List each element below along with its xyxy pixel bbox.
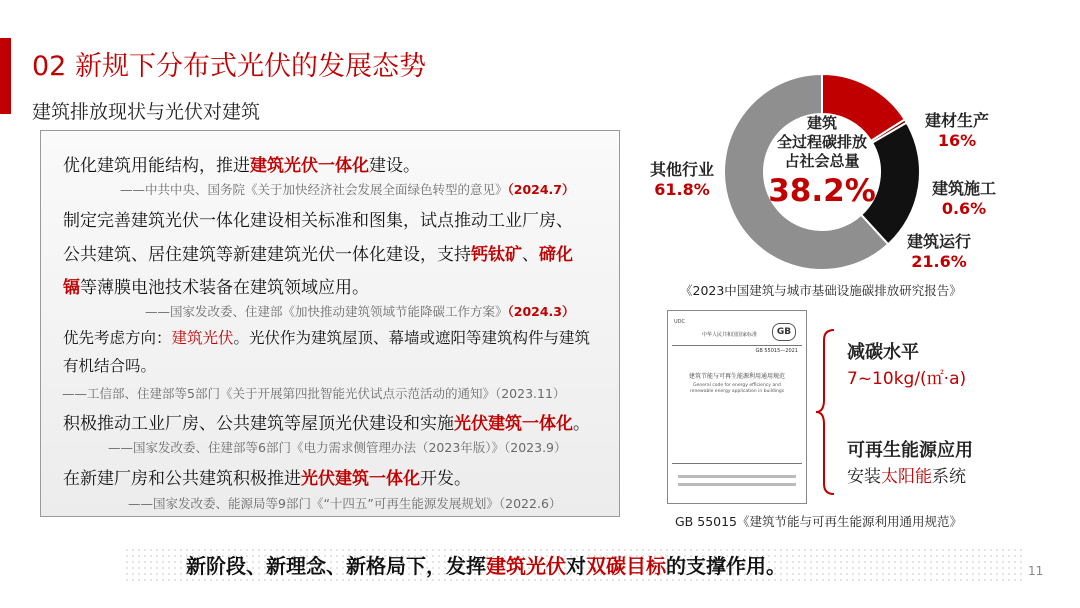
cover-title-en: General code for energy efficiency and renewable energy application in buildings — [689, 383, 785, 394]
policy-line — [63, 464, 471, 489]
page-number: 11 — [1028, 564, 1044, 578]
text-run: 建设。 — [369, 156, 420, 176]
gb-logo: GB — [772, 323, 796, 341]
text-run: 。 — [573, 414, 590, 434]
donut-label-operation: 建筑运行 21.6% — [907, 232, 972, 271]
text-run: 公共建筑、居住建筑等新建建筑光伏一体化建设，支持 — [63, 245, 471, 265]
donut-center-line: 占社会总量 — [784, 152, 860, 170]
text-run: 、 — [522, 245, 539, 265]
standard-caption: GB 55015《建筑节能与可再生能源利用通用规范》 — [675, 514, 963, 529]
donut-center-line: 建筑 — [806, 114, 837, 132]
text-run: 开发。 — [420, 469, 471, 489]
text-run: 优先考虑方向： — [63, 329, 172, 347]
text-run: 碲化 — [539, 245, 573, 265]
text-run: 钙钛矿 — [471, 245, 522, 265]
brace-icon — [814, 328, 838, 496]
policy-line — [63, 354, 156, 376]
text-run: 光伏建筑一体化 — [454, 414, 573, 434]
policy-source: ——中共中央、国务院《关于加快经济社会发展全面绿色转型的意见》（2024.7） — [120, 182, 575, 197]
policy-source: ——工信部、住建部等5部门《关于开展第四批智能光伏试点示范活动的通知》（2023.11） — [62, 386, 566, 401]
donut-label-construction: 建筑施工 0.6% — [932, 179, 997, 218]
donut-label-other: 其他行业 61.8% — [650, 160, 715, 199]
text-run: 的支撑作用。 — [666, 554, 786, 578]
reduction-title: 减碳水平 — [847, 342, 919, 363]
renewable-title: 可再生能源应用 — [847, 440, 973, 461]
section-subtitle: 建筑排放现状与光伏对建筑 — [32, 101, 261, 123]
text-run: 。光伏作为建筑屋顶、幕墙或遮阳等建筑构件与建筑 — [233, 329, 591, 347]
donut-center-value: 38.2% — [768, 173, 876, 209]
conclusion-text — [186, 550, 786, 579]
text-run: 优化建筑用能结构，推进 — [63, 156, 250, 176]
text-run: 镉 — [63, 278, 80, 298]
text-run: 积极推动工业厂房、公共建筑等屋顶光伏建设和实施 — [63, 414, 454, 434]
cover-title: 建筑节能与可再生能源利用通用规范 — [688, 373, 785, 380]
title-accent-bar — [0, 38, 11, 114]
policy-source: ——国家发改委、住建部等6部门《电力需求侧管理办法（2023年版）》（2023.9） — [108, 440, 567, 455]
policy-line — [63, 151, 420, 176]
policy-line — [63, 326, 590, 348]
cover-header: 中华人民共和国国家标准 — [702, 332, 758, 338]
policy-line — [63, 206, 573, 231]
policy-source: ——国家发改委、能源局等9部门《“十四五”可再生能源发展规划》（2022.6） — [128, 496, 562, 511]
policy-source: ——国家发改委、住建部《加快推动建筑领域节能降碳工作方案》（2024.3） — [145, 304, 575, 319]
reduction-value: 7~10kg/(㎡·a) — [847, 369, 967, 389]
policy-line — [63, 409, 590, 434]
chart-source: 《2023中国建筑与城市基础设施碳排放研究报告》 — [680, 283, 962, 298]
text-run: 等薄膜电池技术装备在建筑领域应用。 — [80, 278, 369, 298]
text-run: 光伏建筑一体化 — [301, 469, 420, 489]
donut-center-label — [762, 114, 882, 209]
cover-code: GB 55015—2021 — [755, 348, 798, 354]
text-run: 有机结合吗。 — [63, 357, 157, 375]
donut-center-line: 全过程碳排放 — [776, 133, 867, 151]
text-run: 建筑光伏一体化 — [250, 156, 369, 176]
renewable-value: 安装太阳能系统 — [847, 467, 966, 487]
standard-document-cover: UDC 中华人民共和国国家标准 GB GB 55015—2021 建筑节能与可再生能源利用通用规范 General code for energy efficiency and renewable energy application in buildings — [667, 310, 807, 504]
text-run: 在新建厂房和公共建筑积极推进 — [63, 469, 301, 489]
text-run: 建筑光伏 — [171, 329, 234, 347]
text-run: 对 — [566, 554, 586, 578]
policy-line — [63, 240, 573, 265]
policy-line — [63, 273, 369, 298]
donut-label-materials: 建材生产 16% — [925, 111, 990, 150]
text-run: 制定完善建筑光伏一体化建设相关标准和图集，试点推动工业厂房、 — [63, 211, 573, 231]
page-title: 02 新规下分布式光伏的发展态势 — [32, 51, 426, 82]
text-run: 建筑光伏 — [486, 554, 566, 578]
text-run: 双碳目标 — [586, 554, 666, 578]
text-run: 新阶段、新理念、新格局下，发挥 — [186, 554, 486, 578]
